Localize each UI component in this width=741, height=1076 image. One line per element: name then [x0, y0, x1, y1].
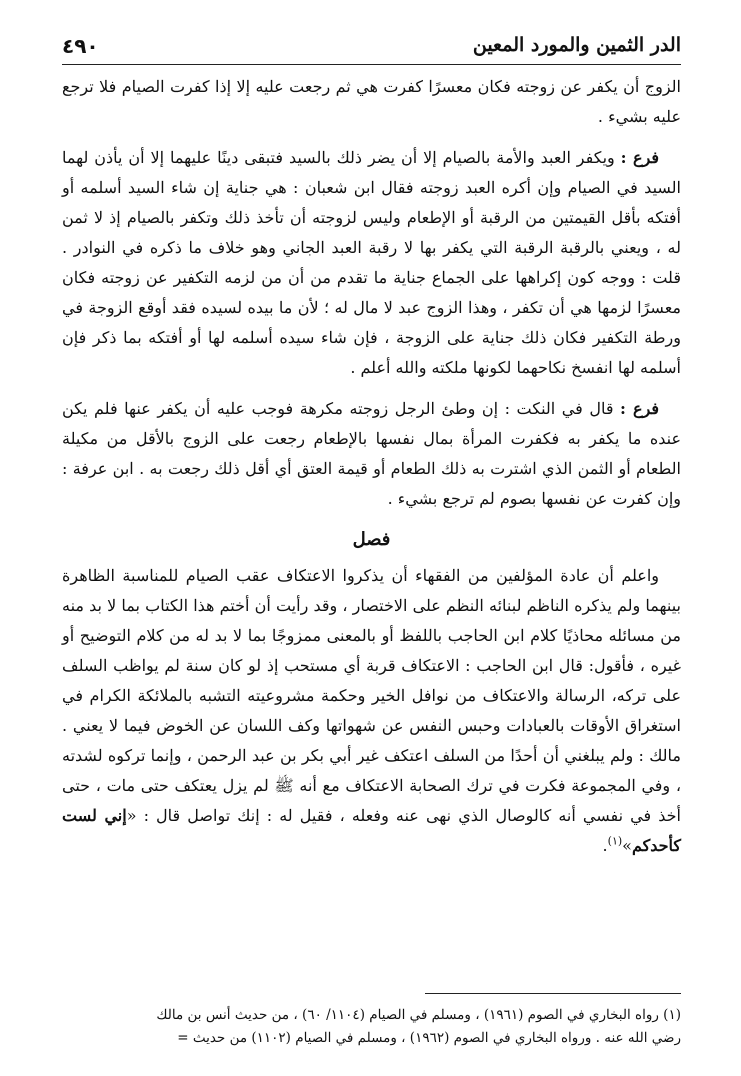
footnote-divider — [425, 993, 681, 994]
main-text — [62, 72, 681, 872]
paragraph-4-body: واعلم أن عادة المؤلفين من الفقهاء أن يذكروا الاعتكاف عقب الصيام للمناسبة الظاهرة بينهما ولم يذكره الناظم لبنائه النظم على الاختصار ، وقد رأيت أن أختم هذا الكتاب بما لا بد منه من مسائله محاذيًا كلام ابن الحاجب باللفظ أو بالمعنى ممزوجًا بما لا بد له من كلام التوضيح أو غيره ، فأقول: قال ابن الحاجب : الاعتكاف قربة أي مستحب إذ لو كان سنة لم يواظب السلف على تركه، الرسالة والاعتكاف من نوافل الخير وحكمة مشروعيته التشبه بالملائكة الكرام في استغراق الأوقات بالعبادات وحبس النفس عن شهواتها وكف اللسان عن الخوض فيما لا يعني . مالك : ولم يبلغني أن أحدًا من السلف اعتكف غير أبي بكر بن عبد الرحمن ، وإنما تركوه لشدته ، وفي المجموعة فكرت في ترك الصحابة الاعتكاف مع أنه ﷺ لم يزل يعتكف حتى مات ، حتى أخذ في نفسي أنه كالوصال الذي نهى عنه وفعله ، فقيل له : إنك تواصل قال : « — [62, 566, 682, 825]
footnote-1-line-1: (١) رواه البخاري في الصوم (١٩٦١) ، ومسلم في الصيام (١١٠٤/ ٦٠) ، من حديث أنس بن مالك — [156, 1007, 681, 1023]
paragraph-4-end: . — [602, 836, 608, 855]
footnotes — [62, 1004, 681, 1050]
paragraph-4 — [62, 561, 681, 861]
quote-close: » — [622, 836, 632, 855]
paragraph-1: الزوج أن يكفر عن زوجته فكان معسرًا كفرت هي ثم رجعت عليه إلا إذا كفرت الصيام فلا ترجع عليه بشيء . — [62, 77, 681, 126]
paragraph-2-body: ويكفر العبد والأمة بالصيام إلا أن يضر ذلك بالسيد فتبقى دينًا عليهما إلا أن يأذن لهما السيد في الصيام وإن أكره العبد زوجته فقال ابن شعبان : هي جناية إن شاء السيد أسلمه أو أفتكه بأقل القيمتين من الرقبة أو الإطعام وليس لزوجته أن تأخذ ذلك وتكفر بالصيام إذ لا ثمن له ، ويعني بالرقبة الرقبة التي يكفر بها لا رقبة العبد الجاني وهو خلاف ما ذكره في النوادر . قلت : ووجه كون إكراهها على الجماع جناية ما تقدم من أن من لزمه التكفير عن زوجته فكان معسرًا لزمها هي أن تكفر ، وهذا الزوج عبد لا مال له ؛ لأن ما بيده لسيده فقد أوقع الزوجة في ورطة التكفير فكان ذلك جناية على الزوجة ، فإن شاء سيده أسلمه لها أو أفتكه بما ذكر فإن أسلمه لها انفسخ نكاحهما لكونها ملكته والله أعلم . — [62, 148, 682, 377]
footnote-1-line-2: رضي الله عنه . ورواه البخاري في الصوم (١٩٦٢) ، ومسلم في الصيام (١١٠٢) من حديث = — [177, 1030, 681, 1046]
running-title: الدر الثمين والمورد المعين — [472, 34, 681, 56]
page-number: ٤٩٠ — [62, 34, 99, 58]
branch-label: فرع : — [620, 148, 660, 167]
section-title: فصل — [352, 529, 391, 550]
page-header — [62, 30, 681, 65]
footnote-reference: (١) — [607, 834, 623, 848]
paragraph-3-body: قال في النكت : إن وطئ الرجل زوجته مكرهة فوجب عليه أن يكفر عنها فلم يكن عنده ما يكفر به فكفرت المرأة بمال نفسها بالإطعام رجعت على الزوج بالأقل من مكيلة الطعام أو الثمن الذي اشترت به ذلك الطعام أو قيمة العتق أي أقل ذلك رجعت به . ابن عرفة : وإن كفرت عن نفسها بصوم لم ترجع بشيء . — [62, 399, 682, 508]
paragraph-2 — [62, 143, 681, 383]
hadith-quote: إني لست كأحدكم — [62, 806, 681, 855]
paragraph-3 — [62, 394, 681, 514]
branch-label: فرع : — [620, 399, 660, 418]
